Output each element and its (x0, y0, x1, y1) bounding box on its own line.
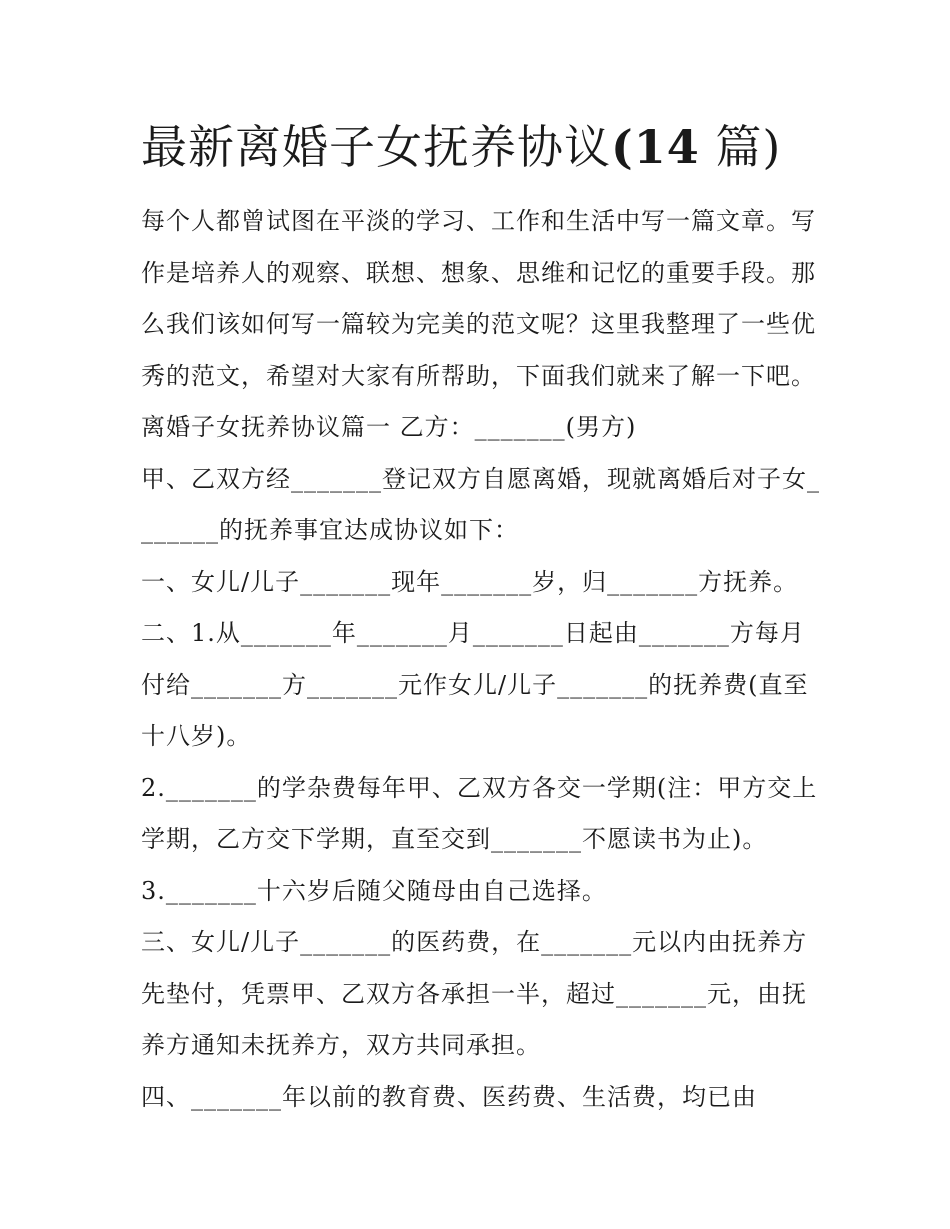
agreement-preamble: 甲、乙双方经_______登记双方自愿离婚，现就离婚后对子女_______的抚养事宜达成协议如下： (141, 464, 820, 544)
clause-two-item-2: 2._______的学杂费每年甲、乙双方各交一学期(注：甲方交上学期，乙方交下学期，直至交到_______不愿读书为止)。 (141, 773, 818, 853)
clause-three: 三、女儿/儿子_______的医药费，在_______元以内由抚养方先垫付，凭票甲、乙双方各承担一半，超过_______元，由抚养方通知未抚养方，双方共同承担。 (141, 928, 808, 1059)
document-page (141, 112, 821, 1123)
clause-two-item-1: 二、1.从_______年_______月_______日起由_______方每月付给_______方_______元作女儿/儿子_______的抚养费(直至十八岁)。 (141, 619, 809, 750)
title-number: (14 (611, 120, 700, 174)
clause-four: 四、_______年以前的教育费、医药费、生活费，均已由 (141, 1082, 757, 1111)
document-title: 最新离婚子女抚养协议(14 篇) (141, 120, 782, 174)
agreement-heading-line: 离婚子女抚养协议篇一 乙方：_______(男方) (141, 413, 637, 441)
clause-one: 一、女儿/儿子_______现年_______岁，归_______方抚养。 (141, 567, 799, 596)
clause-two-item-3: 3._______十六岁后随父随母由自己选择。 (141, 876, 607, 905)
intro-paragraph: 每个人都曾试图在平淡的学习、工作和生活中写一篇文章。写作是培养人的观察、联想、想象、思维和记忆的重要手段。那么我们该如何写一篇较为完美的范文呢？这里我整理了一些优秀的范文，希望对大家有所帮助，下面我们就来了解一下吧。 (141, 207, 816, 390)
